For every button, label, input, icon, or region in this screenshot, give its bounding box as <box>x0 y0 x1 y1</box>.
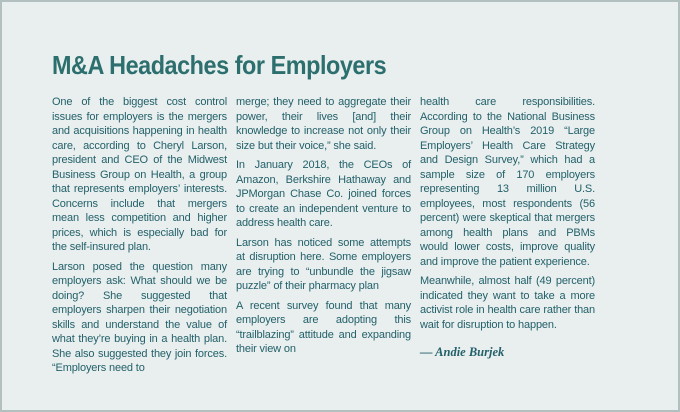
article-column-2 <box>236 95 411 381</box>
paragraph: Larson posed the question many employers ask: What should we be doing? She suggested that employers sharpen their negotiation skills and understand the value of what they’re buying in a health plan. She also suggested they join forces. “Employers need to <box>52 260 227 374</box>
paragraph: One of the biggest cost control issues for employers is the mergers and acquisitions happening in health care, according to Cheryl Larson, president and CEO of the Midwest Business Group on Health, a group that represents employers’ interests. Concerns include that mergers mean less competition and higher prices, which is especially bad for the self-insured plan. <box>52 96 227 253</box>
article-column-3 <box>420 95 595 381</box>
paragraph: Meanwhile, almost half (49 percent) indicated they want to take a more activist role in health care rather than wait for disruption to happen. <box>420 275 595 331</box>
paragraph: merge; they need to aggregate their power, their lives [and] their knowledge to increase not only their size but their voice,” she said. <box>236 96 411 152</box>
article-columns <box>52 95 678 381</box>
article-column-1 <box>52 95 227 381</box>
paragraph: In January 2018, the CEOs of Amazon, Berkshire Hathaway and JPMorgan Chase Co. joined forces to create an independent venture to address health care. <box>236 159 411 229</box>
paragraph: Larson has noticed some attempts at disruption here. Some employers are trying to “unbundle the jigsaw puzzle” of their pharmacy plan <box>236 236 411 292</box>
paragraph: A recent survey found that many employers are adopting this “trailblazing” attitude and expanding their view on <box>236 299 411 355</box>
author-byline: — Andie Burjek <box>420 345 505 359</box>
paragraph: health care responsibilities. According to the National Business Group on Health’s 2019 “Large Employers’ Health Care Strategy and Design Survey,” which had a sample size of 170 employers representing 13 million U.S. employees, most respondents (56 percent) were skeptical that mergers among health plans and PBMs would lower costs, improve quality and improve the patient experience. <box>420 96 595 268</box>
article-title: M&A Headaches for Employers <box>52 50 387 80</box>
